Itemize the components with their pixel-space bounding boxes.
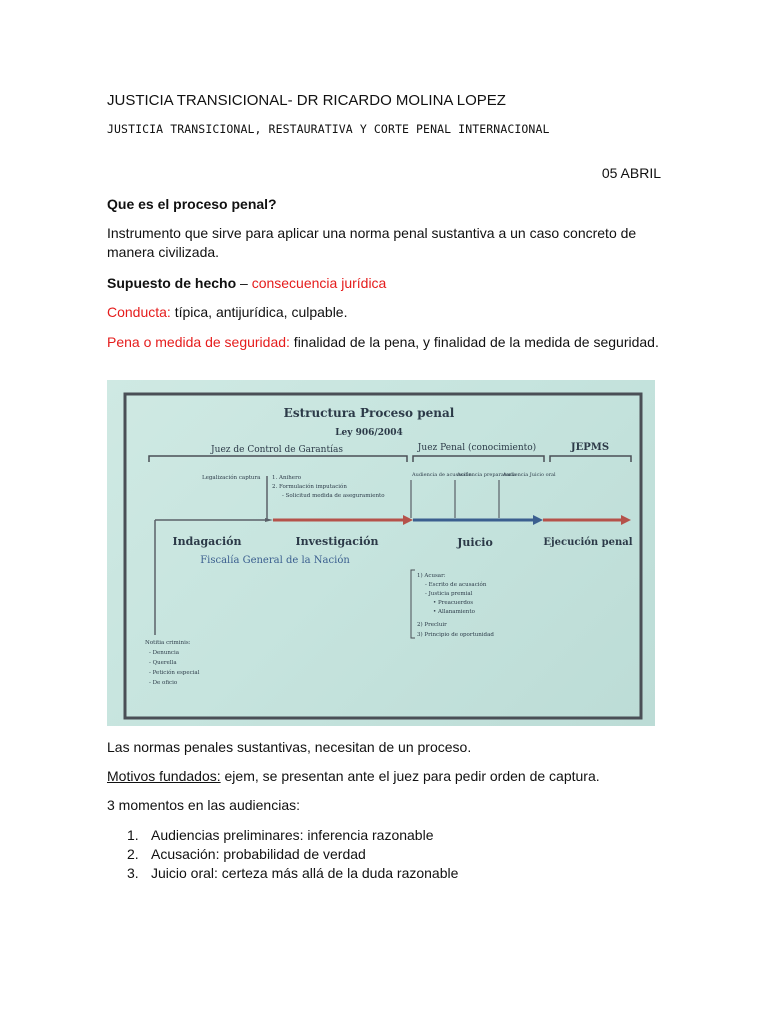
supuesto-separator: – [236, 275, 252, 291]
legalizacion-label: Legalización captura [202, 475, 261, 481]
pena-text: finalidad de la pena, y finalidad de la medida de seguridad. [289, 334, 659, 350]
slide-photo [107, 380, 655, 726]
list-item [127, 845, 458, 864]
list-item-number: 2. [127, 846, 139, 862]
aud-acusacion-label: Audiencia de acusación [412, 472, 472, 478]
conducta-label: Conducta: [107, 304, 171, 320]
left-list-3: - Petición especial [149, 670, 200, 676]
fiscalia-label: Fiscalía General de la Nación [200, 555, 350, 566]
momentos-list [127, 826, 458, 883]
list-item-text: Acusación: probabilidad de verdad [151, 846, 366, 862]
normas-paragraph: Las normas penales sustantivas, necesitan de un proceso. [107, 739, 472, 755]
pena-line [107, 333, 667, 352]
left-list-4: - De oficio [149, 680, 178, 686]
supuesto-line [107, 274, 667, 293]
list-item-text: Juicio oral: certeza más allá de la duda razonable [151, 865, 459, 881]
motivos-line [107, 767, 667, 786]
motivos-label: Motivos fundados: [107, 768, 221, 784]
list-item [127, 826, 458, 845]
right-list-6: 3) Principio de oportunidad [417, 632, 494, 638]
right-list-bracket [411, 570, 415, 638]
marker-1-arrowhead [265, 518, 273, 522]
document-title: JUSTICIA TRANSICIONAL- DR RICARDO MOLINA LOPEZ [107, 92, 506, 109]
right-list-1: - Escrito de acusación [425, 582, 487, 588]
right-list-5: 2) Precluir [417, 622, 447, 628]
jepms-label: JEPMS [570, 442, 610, 453]
list-item [127, 864, 458, 883]
consecuencia-label: consecuencia jurídica [251, 275, 387, 291]
definition-paragraph: Instrumento que sirve para aplicar una norma penal sustantiva a un caso concreto de manera civilizada. [107, 225, 637, 260]
slide-diagram [107, 380, 655, 726]
supuesto-label: Supuesto de hecho [107, 275, 237, 291]
control-item-1: 1. Anihero [272, 475, 302, 481]
pena-label: Pena o medida de seguridad: [107, 334, 290, 350]
bracket-control [149, 456, 407, 462]
judge-control-label: Juez de Control de Garantías [211, 445, 343, 455]
aud-juicio-label: Audiencia Juicio oral [503, 472, 556, 478]
question-heading: Que es el proceso penal? [107, 196, 277, 212]
right-list-4: • Allanamiento [433, 609, 475, 615]
control-item-3: - Solicitud medida de aseguramiento [282, 493, 385, 499]
stage-juicio: Juicio [457, 536, 493, 549]
left-list-1: - Denuncia [149, 650, 180, 656]
slide-law: Ley 906/2004 [335, 428, 403, 438]
stage-ejecucion: Ejecución penal [543, 537, 633, 548]
aud-preparatoria-label: Audiencia preparatoria [457, 472, 516, 478]
right-list-0: 1) Acusar: [417, 573, 446, 579]
bracket-penal [413, 456, 544, 462]
arrow-juicio-head [533, 515, 543, 525]
list-item-number: 1. [127, 827, 139, 843]
stage-investigacion: Investigación [295, 535, 379, 548]
left-list-0: Notitia criminis: [145, 640, 191, 646]
right-list-2: - Justicia premial [425, 591, 473, 597]
stage-indagacion: Indagación [172, 535, 242, 548]
list-item-number: 3. [127, 865, 139, 881]
date-label: 05 ABRIL [601, 165, 661, 181]
left-list-2: - Querella [149, 660, 177, 666]
arrow-ejecucion-head [621, 515, 631, 525]
right-list-3: • Preacuerdos [433, 600, 474, 606]
list-item-text: Audiencias preliminares: inferencia razonable [151, 827, 434, 843]
momentos-paragraph: 3 momentos en las audiencias: [107, 797, 300, 813]
judge-penal-label: Juez Penal (conocimiento) [417, 443, 537, 453]
conducta-text: típica, antijurídica, culpable. [170, 304, 348, 320]
conducta-line [107, 303, 667, 322]
bracket-jepms [550, 456, 631, 462]
slide-title: Estructura Proceso penal [283, 406, 455, 420]
control-item-2: 2. Formulación imputación [272, 484, 347, 490]
document-subtitle: JUSTICIA TRANSICIONAL, RESTAURATIVA Y CORTE PENAL INTERNACIONAL [107, 122, 550, 136]
motivos-text: ejem, se presentan ante el juez para pedir orden de captura. [220, 768, 600, 784]
